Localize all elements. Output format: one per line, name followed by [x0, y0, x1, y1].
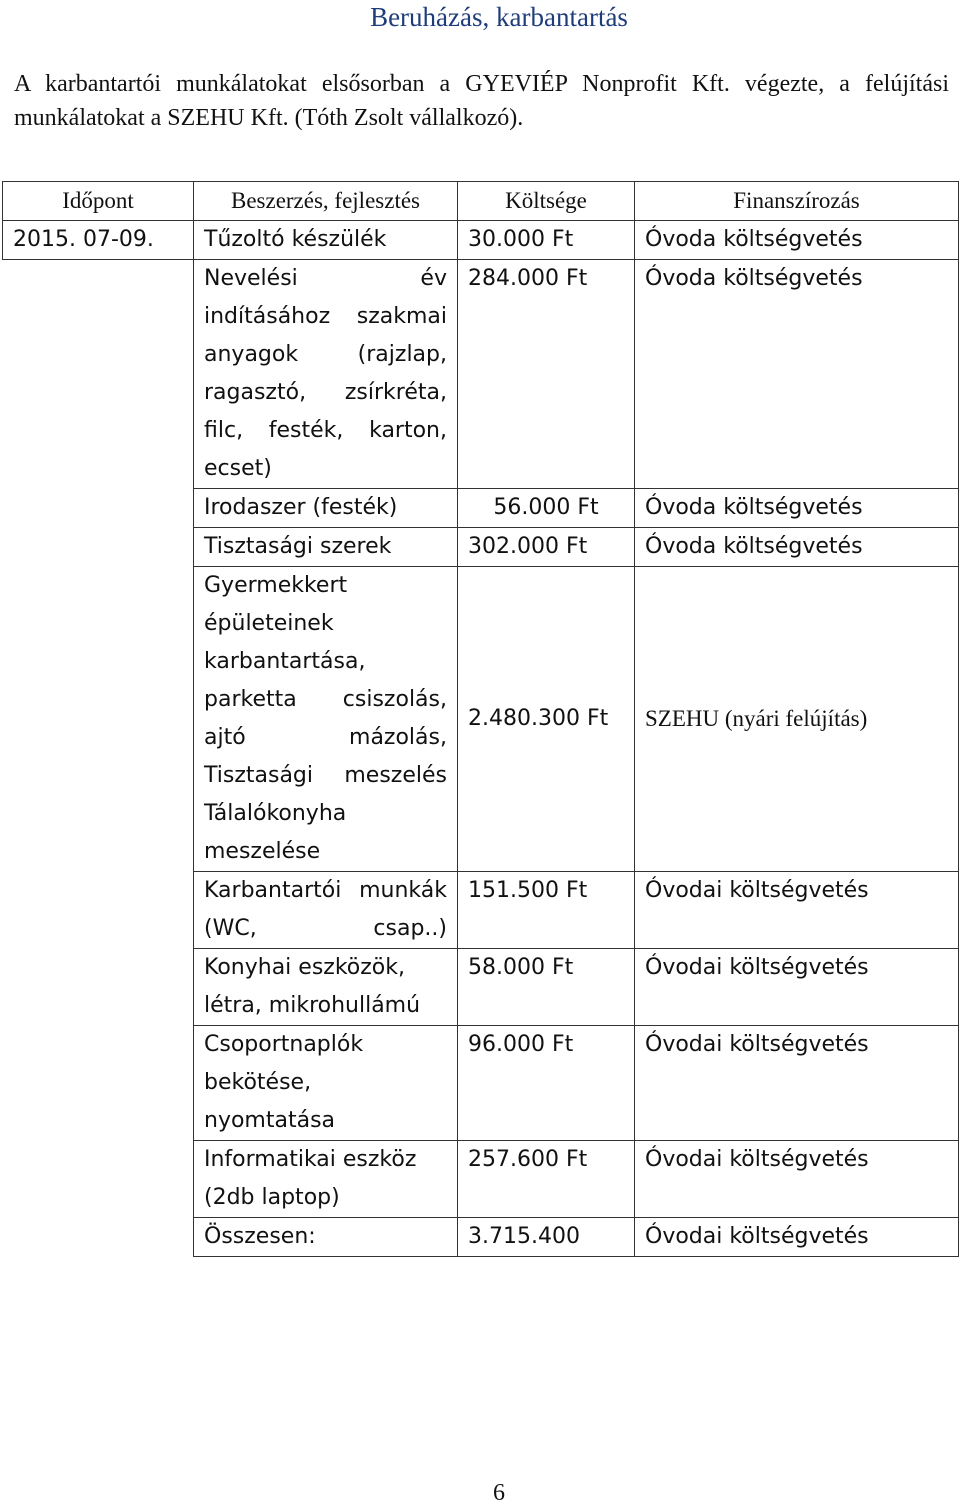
header-date: Időpont: [3, 182, 194, 221]
cell-funding: Óvodai költségvetés: [635, 1218, 959, 1257]
cell-date: [3, 949, 194, 1026]
header-cost: Költsége: [458, 182, 635, 221]
table-row: [3, 1026, 959, 1141]
table-header-row: [3, 182, 959, 221]
cell-date: [3, 1026, 194, 1141]
table-row: [3, 567, 959, 872]
cell-funding: Óvodai költségvetés: [635, 872, 959, 949]
cell-cost: 302.000 Ft: [458, 528, 635, 567]
table-row: [3, 221, 959, 260]
cell-date: [3, 489, 194, 528]
cell-item: Informatikai eszköz (2db laptop): [194, 1141, 458, 1218]
cell-funding: Óvodai költségvetés: [635, 949, 959, 1026]
cell-date: [3, 528, 194, 567]
header-funding: Finanszírozás: [635, 182, 959, 221]
header-item: Beszerzés, fejlesztés: [194, 182, 458, 221]
cell-cost: 257.600 Ft: [458, 1141, 635, 1218]
cell-item: Konyhai eszközök, létra, mikrohullámú: [194, 949, 458, 1026]
cell-funding: Óvoda költségvetés: [635, 528, 959, 567]
investment-table: [2, 181, 959, 1257]
page-title: Beruházás, karbantartás: [370, 2, 628, 32]
cell-date: 2015. 07-09.: [3, 221, 194, 260]
cell-item: Gyermekkert épületeinek karbantartása, parketta csiszolás, ajtó mázolás, Tisztasági meszelés Tálalókonyha meszelése: [194, 567, 458, 872]
cell-funding: SZEHU (nyári felújítás): [635, 567, 959, 872]
cell-cost: 58.000 Ft: [458, 949, 635, 1026]
cell-cost: 3.715.400: [458, 1218, 635, 1257]
cell-item: Karbantartói munkák (WC, csap..): [194, 872, 458, 949]
table-row: [3, 1141, 959, 1218]
cell-funding: Óvoda költségvetés: [635, 260, 959, 489]
cell-date: [3, 260, 194, 489]
table-row: [3, 528, 959, 567]
cell-funding: Óvoda költségvetés: [635, 489, 959, 528]
cell-funding: Óvodai költségvetés: [635, 1141, 959, 1218]
cell-date: [3, 872, 194, 949]
intro-paragraph: A karbantartói munkálatokat elsősorban a GYEVIÉP Nonprofit Kft. végezte, a felújítási munkálatokat a SZEHU Kft. (Tóth Zsolt vállalkozó).: [14, 71, 949, 131]
table-row: [3, 949, 959, 1026]
cell-cost: 96.000 Ft: [458, 1026, 635, 1141]
cell-item: Irodaszer (festék): [194, 489, 458, 528]
cell-item: Tűzoltó készülék: [194, 221, 458, 260]
table-row: [3, 489, 959, 528]
cell-cost: 30.000 Ft: [458, 221, 635, 260]
cell-cost: 56.000 Ft: [458, 489, 635, 528]
cell-funding: Óvodai költségvetés: [635, 1026, 959, 1141]
cell-date: [3, 1141, 194, 1218]
cell-item: Összesen:: [194, 1218, 458, 1257]
cell-item: Tisztasági szerek: [194, 528, 458, 567]
table-row: [3, 260, 959, 489]
cell-funding: Óvoda költségvetés: [635, 221, 959, 260]
cell-cost: 151.500 Ft: [458, 872, 635, 949]
page-number: 6: [493, 1480, 505, 1506]
cell-cost: 2.480.300 Ft: [458, 567, 635, 872]
cell-item: Csoportnaplók bekötése, nyomtatása: [194, 1026, 458, 1141]
table-total-row: [3, 1218, 959, 1257]
cell-date: [3, 567, 194, 872]
cell-item: Nevelési év indításához szakmai anyagok (rajzlap, ragasztó, zsírkréta, filc, festék, karton, ecset): [194, 260, 458, 489]
table-row: [3, 872, 959, 949]
cell-date: [3, 1218, 194, 1257]
cell-cost: 284.000 Ft: [458, 260, 635, 489]
